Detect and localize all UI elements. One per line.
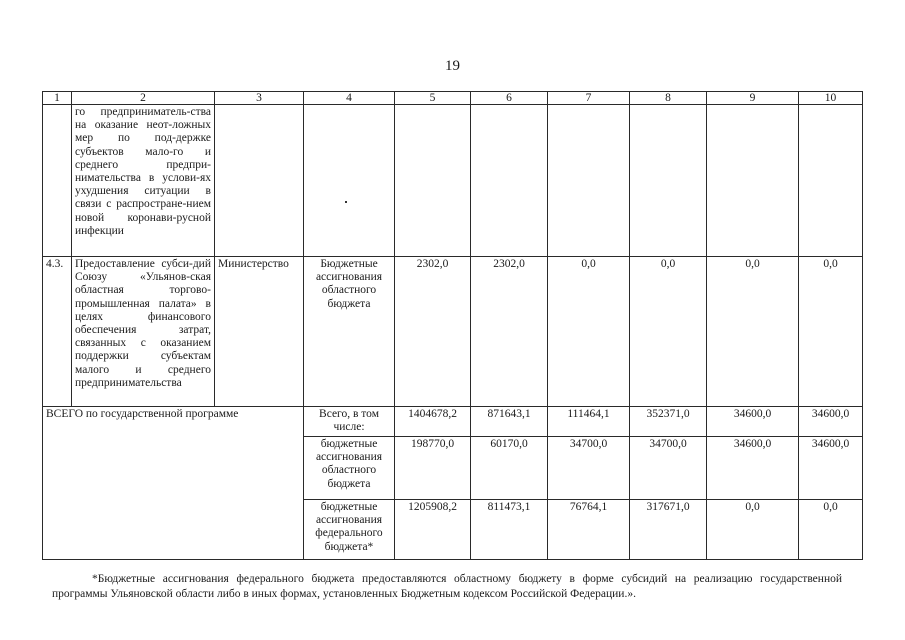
column-number: 3 [215, 92, 304, 105]
item-value: 2302,0 [471, 257, 548, 407]
total-value: 317671,0 [630, 500, 707, 560]
total-source: бюджетные ассигнования федерального бюджета* [304, 500, 395, 560]
total-value: 0,0 [707, 500, 799, 560]
item-source: Бюджетные ассигнования областного бюджета [304, 257, 395, 407]
item-value: 0,0 [630, 257, 707, 407]
item-number: 4.3. [43, 257, 72, 407]
total-source: Всего, в том числе: [304, 407, 395, 437]
scan-dot [345, 201, 347, 203]
item-description: Предоставление субси-дий Союзу «Ульянов-ская областная торгово-промышленная палата» в целях финансового обеспечения затрат, связанных с оказанием поддержки субъектам малого и среднего предпринимательства [72, 257, 215, 407]
column-number: 8 [630, 92, 707, 105]
item-value: 2302,0 [395, 257, 471, 407]
total-value: 352371,0 [630, 407, 707, 437]
column-number: 5 [395, 92, 471, 105]
total-value: 198770,0 [395, 437, 471, 500]
total-value: 34700,0 [548, 437, 630, 500]
total-row-all [43, 407, 863, 437]
total-value: 1205908,2 [395, 500, 471, 560]
item-row-4-3 [43, 257, 863, 407]
column-number: 9 [707, 92, 799, 105]
item-executor: Министерство [215, 257, 304, 407]
total-value: 811473,1 [471, 500, 548, 560]
program-table [42, 91, 863, 560]
total-value: 1404678,2 [395, 407, 471, 437]
column-number: 2 [72, 92, 215, 105]
total-label: ВСЕГО по государственной программе [43, 407, 304, 560]
total-value: 871643,1 [471, 407, 548, 437]
total-value: 34700,0 [630, 437, 707, 500]
item-value: 0,0 [548, 257, 630, 407]
item-value: 0,0 [707, 257, 799, 407]
continuation-row [43, 105, 863, 257]
item-value: 0,0 [799, 257, 863, 407]
column-number: 1 [43, 92, 72, 105]
total-value: 111464,1 [548, 407, 630, 437]
total-value: 60170,0 [471, 437, 548, 500]
column-number-row [43, 92, 863, 105]
column-number: 10 [799, 92, 863, 105]
column-number: 6 [471, 92, 548, 105]
column-number: 7 [548, 92, 630, 105]
total-value: 0,0 [799, 500, 863, 560]
total-value: 34600,0 [799, 407, 863, 437]
continuation-description: го предприниматель-ства на оказание неот-ложных мер по под-держке субъектов мало-го и среднего предпри-нимательства в услови-ях ухудшения ситуации в связи с распростране-нием новой коронави-русной инфекции [72, 105, 215, 257]
total-value: 34600,0 [707, 437, 799, 500]
total-source: бюджетные ассигнования областного бюджета [304, 437, 395, 500]
column-number: 4 [304, 92, 395, 105]
total-value: 34600,0 [707, 407, 799, 437]
total-value: 76764,1 [548, 500, 630, 560]
footnote: *Бюджетные ассигнования федерального бюджета предоставляются областному бюджету в форме субсидий на реализацию государственной программы Ульяновской области либо в иных формах, установленных Бюджетным кодексом Российской Федерации.». [52, 573, 842, 600]
page-number: 19 [445, 58, 460, 74]
total-value: 34600,0 [799, 437, 863, 500]
